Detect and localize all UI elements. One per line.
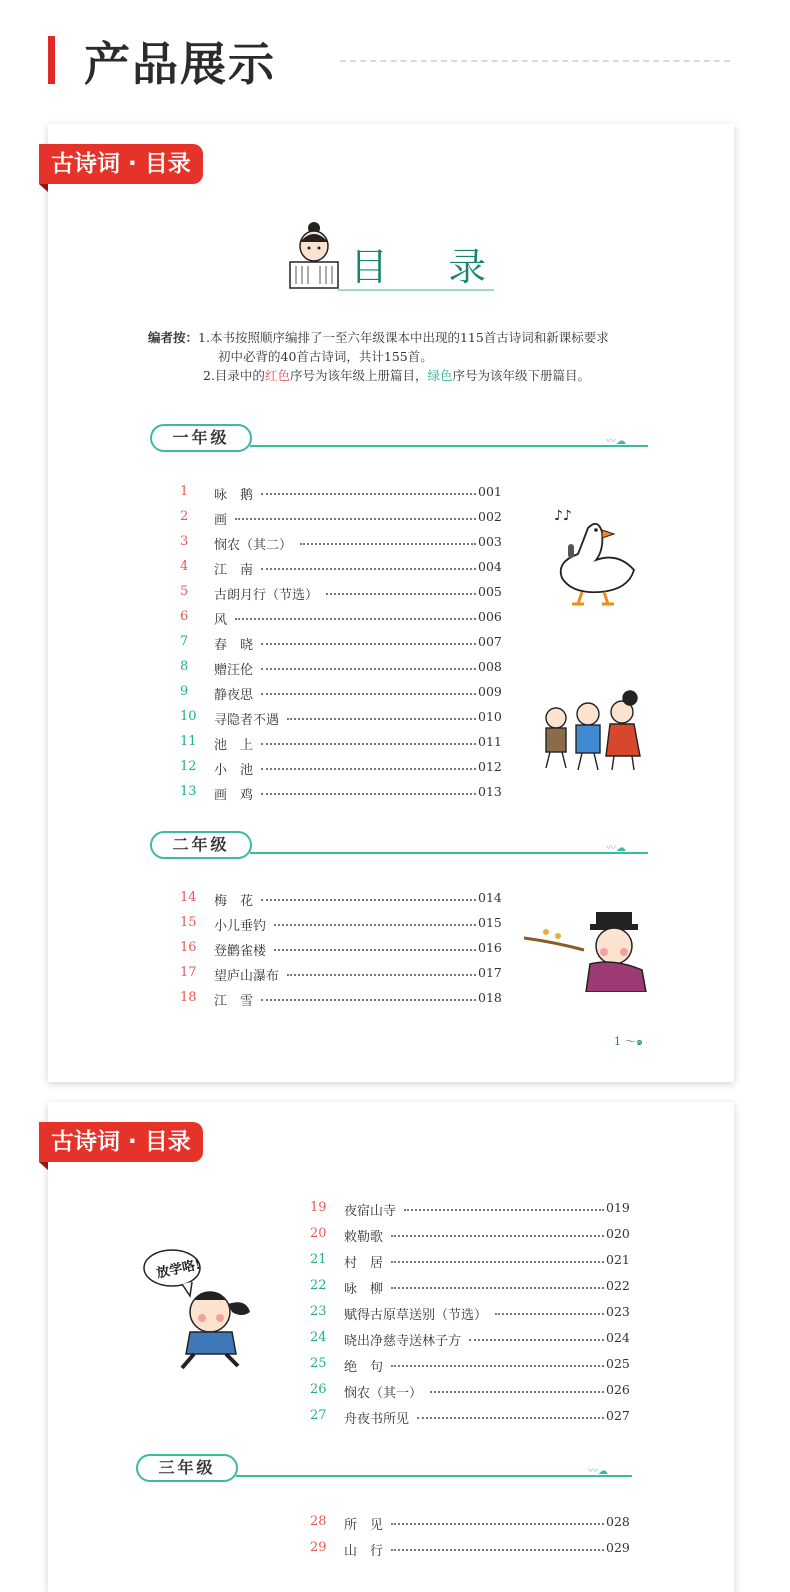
entry-page-number: 026 <box>606 1382 630 1397</box>
editor-note-label: 编者按： <box>148 330 199 345</box>
entry-number: 5 <box>180 584 189 599</box>
dot-leader <box>391 1523 604 1525</box>
dot-leader <box>430 1391 604 1393</box>
entry-page-number: 010 <box>478 709 502 724</box>
entry-number: 23 <box>310 1304 327 1319</box>
entry-number: 26 <box>310 1382 327 1397</box>
entry-title: 静夜思 <box>214 688 254 703</box>
entry-title: 敕勒歌 <box>344 1230 384 1245</box>
entry-page-number: 027 <box>606 1408 630 1423</box>
entry-title: 江 南 <box>214 563 254 578</box>
dot-leader <box>391 1549 604 1551</box>
entry-title: 寻隐者不遇 <box>214 713 280 728</box>
entry-number: 21 <box>310 1252 327 1267</box>
dot-leader <box>261 899 476 901</box>
editor-note-line-2: 初中必背的40首古诗词，共计155首。 <box>218 349 433 364</box>
entry-page-number: 004 <box>478 559 502 574</box>
dot-leader <box>391 1365 604 1367</box>
entry-number: 19 <box>310 1200 327 1215</box>
entry-title: 赠汪伦 <box>214 663 254 678</box>
entry-page-number: 017 <box>478 965 502 980</box>
toc-page-1 <box>48 124 734 1082</box>
toc-entry[interactable] <box>180 990 502 1010</box>
dot-leader <box>261 743 476 745</box>
entry-page-number: 003 <box>478 534 502 549</box>
three-children-illustration <box>534 690 646 774</box>
entry-number: 27 <box>310 1408 327 1423</box>
entry-title: 春 晓 <box>214 638 254 653</box>
entry-title: 山 行 <box>344 1544 384 1559</box>
entry-number: 1 <box>180 484 189 499</box>
entry-title: 绝 句 <box>344 1360 384 1375</box>
entry-title: 咏 柳 <box>344 1282 384 1297</box>
dot-leader <box>261 768 476 770</box>
entry-title: 所 见 <box>344 1518 384 1533</box>
entry-page-number: 012 <box>478 759 502 774</box>
scholar-with-branch-illustration <box>524 908 654 992</box>
scholar-reading-illustration <box>284 220 344 292</box>
toc-entry[interactable] <box>180 940 502 960</box>
toc-entry[interactable] <box>180 965 502 985</box>
page-number: 1 〜๑ <box>614 1035 643 1048</box>
grade-label: 二年级 <box>150 831 252 859</box>
entry-title: 小儿垂钓 <box>214 919 267 934</box>
grade-heading-3 <box>136 1454 632 1484</box>
entry-page-number: 007 <box>478 634 502 649</box>
entry-page-number: 019 <box>606 1200 630 1215</box>
toc-entry[interactable] <box>310 1278 630 1298</box>
dot-leader <box>235 518 476 520</box>
dot-leader <box>274 949 476 951</box>
entry-title: 江 雪 <box>214 994 254 1009</box>
entry-page-number: 029 <box>606 1540 630 1555</box>
grade-label: 三年级 <box>136 1454 238 1482</box>
entry-page-number: 023 <box>606 1304 630 1319</box>
toc-entry[interactable] <box>180 784 502 804</box>
dot-leader <box>326 593 476 595</box>
toc-heading-underline <box>338 289 494 291</box>
entry-page-number: 016 <box>478 940 502 955</box>
entry-number: 16 <box>180 940 197 955</box>
toc-entry[interactable] <box>310 1382 630 1402</box>
entry-number: 22 <box>310 1278 327 1293</box>
entry-title: 舟夜书所见 <box>344 1412 410 1427</box>
toc-heading: 目 录 <box>350 245 511 289</box>
entry-number: 15 <box>180 915 197 930</box>
entry-number: 29 <box>310 1540 327 1555</box>
dot-leader <box>417 1417 604 1419</box>
dot-leader <box>469 1339 604 1341</box>
entry-number: 2 <box>180 509 189 524</box>
dot-leader <box>261 999 476 1001</box>
catalog-tag: 古诗词 · 目录 <box>39 144 203 184</box>
catalog-tag: 古诗词 · 目录 <box>39 1122 203 1162</box>
entry-title: 登鹳雀楼 <box>214 944 267 959</box>
dot-leader <box>287 718 476 720</box>
entry-page-number: 011 <box>478 734 502 749</box>
dot-leader <box>235 618 476 620</box>
entry-number: 10 <box>180 709 197 724</box>
entry-title: 咏 鹅 <box>214 488 254 503</box>
toc-entry[interactable] <box>310 1540 630 1560</box>
entry-title: 小 池 <box>214 763 254 778</box>
toc-entry[interactable] <box>180 609 502 629</box>
entry-title: 风 <box>214 613 228 628</box>
cloud-icon: 〰︎☁ <box>606 843 626 854</box>
toc-entry[interactable] <box>180 584 502 604</box>
entry-number: 13 <box>180 784 197 799</box>
accent-bar <box>48 36 55 84</box>
entry-page-number: 005 <box>478 584 502 599</box>
cloud-icon: 〰︎☁ <box>588 1466 608 1477</box>
grade-divider <box>236 1475 632 1477</box>
editor-note-line-3: 2.目录中的红色序号为该年级上册篇目，绿色序号为该年级下册篇目。 <box>203 368 590 383</box>
dot-leader <box>391 1287 604 1289</box>
entry-number: 28 <box>310 1514 327 1529</box>
entry-title: 赋得古原草送别（节选） <box>344 1308 488 1323</box>
entry-page-number: 015 <box>478 915 502 930</box>
toc-entry[interactable] <box>180 484 502 504</box>
entry-number: 12 <box>180 759 197 774</box>
entry-title: 晓出净慈寺送林子方 <box>344 1334 462 1349</box>
entry-number: 25 <box>310 1356 327 1371</box>
entry-title: 画 鸡 <box>214 788 254 803</box>
entry-number: 24 <box>310 1330 327 1345</box>
grade-heading-1 <box>150 424 648 454</box>
dashed-divider <box>340 60 730 62</box>
grade-divider <box>250 852 648 854</box>
toc-entry[interactable] <box>180 559 502 579</box>
entry-title: 望庐山瀑布 <box>214 969 280 984</box>
toc-entry[interactable] <box>180 509 502 529</box>
entry-number: 20 <box>310 1226 327 1241</box>
dot-leader <box>404 1209 604 1211</box>
svg-text:♪♪: ♪♪ <box>554 508 572 524</box>
dot-leader <box>261 643 476 645</box>
entry-title: 画 <box>214 513 228 528</box>
entry-number: 14 <box>180 890 197 905</box>
entry-page-number: 014 <box>478 890 502 905</box>
entry-page-number: 009 <box>478 684 502 699</box>
entry-number: 17 <box>180 965 197 980</box>
entry-page-number: 001 <box>478 484 502 499</box>
dot-leader <box>300 543 476 545</box>
entry-title: 古朗月行（节选） <box>214 588 319 603</box>
dot-leader <box>261 668 476 670</box>
toc-entry[interactable] <box>310 1252 630 1272</box>
entry-title: 池 上 <box>214 738 254 753</box>
entry-page-number: 006 <box>478 609 502 624</box>
toc-entry[interactable] <box>310 1514 630 1534</box>
entry-number: 18 <box>180 990 197 1005</box>
singing-goose-illustration <box>548 504 640 608</box>
toc-entry[interactable] <box>180 634 502 654</box>
section-header <box>0 0 790 120</box>
toc-entry[interactable] <box>310 1304 630 1324</box>
dot-leader <box>261 568 476 570</box>
dot-leader <box>261 793 476 795</box>
entry-page-number: 021 <box>606 1252 630 1267</box>
toc-entry[interactable] <box>180 534 502 554</box>
dot-leader <box>495 1313 604 1315</box>
entry-page-number: 002 <box>478 509 502 524</box>
section-title: 产品展示 <box>84 37 276 91</box>
dot-leader <box>391 1261 604 1263</box>
toc-entry[interactable] <box>180 684 502 704</box>
entry-title: 悯农（其二） <box>214 538 293 553</box>
toc-entry[interactable] <box>180 709 502 729</box>
entry-page-number: 025 <box>606 1356 630 1371</box>
entry-number: 4 <box>180 559 189 574</box>
dot-leader <box>261 693 476 695</box>
entry-number: 7 <box>180 634 189 649</box>
entry-page-number: 022 <box>606 1278 630 1293</box>
entry-page-number: 024 <box>606 1330 630 1345</box>
entry-title: 悯农（其一） <box>344 1386 423 1401</box>
entry-title: 梅 花 <box>214 894 254 909</box>
toc-entry[interactable] <box>180 734 502 754</box>
entry-number: 6 <box>180 609 189 624</box>
entry-title: 村 居 <box>344 1256 384 1271</box>
entry-page-number: 020 <box>606 1226 630 1241</box>
toc-entry[interactable] <box>310 1226 630 1246</box>
cloud-icon: 〰︎☁ <box>606 436 626 447</box>
entry-page-number: 028 <box>606 1514 630 1529</box>
entry-page-number: 008 <box>478 659 502 674</box>
entry-number: 8 <box>180 659 189 674</box>
dot-leader <box>287 974 476 976</box>
toc-entry[interactable] <box>310 1408 630 1428</box>
entry-page-number: 018 <box>478 990 502 1005</box>
dot-leader <box>261 493 476 495</box>
entry-number: 9 <box>180 684 189 699</box>
toc-entry[interactable] <box>180 915 502 935</box>
dot-leader <box>274 924 476 926</box>
toc-entry[interactable] <box>180 890 502 910</box>
entry-title: 夜宿山寺 <box>344 1204 397 1219</box>
toc-entry[interactable] <box>180 759 502 779</box>
toc-entry[interactable] <box>180 659 502 679</box>
grade-divider <box>250 445 648 447</box>
dot-leader <box>391 1235 604 1237</box>
entry-number: 3 <box>180 534 189 549</box>
toc-entry[interactable] <box>310 1330 630 1350</box>
speech-bubble-text: 放学咯! <box>155 1257 203 1282</box>
editor-note-line-1: 编者按：1.本书按照顺序编排了一至六年级课本中出现的115首古诗词和新课标要求 <box>148 330 609 345</box>
toc-entry[interactable] <box>310 1200 630 1220</box>
toc-page-2 <box>48 1102 734 1592</box>
toc-entry[interactable] <box>310 1356 630 1376</box>
grade-label: 一年级 <box>150 424 252 452</box>
entry-number: 11 <box>180 734 197 749</box>
entry-page-number: 013 <box>478 784 502 799</box>
grade-heading-2 <box>150 831 648 861</box>
